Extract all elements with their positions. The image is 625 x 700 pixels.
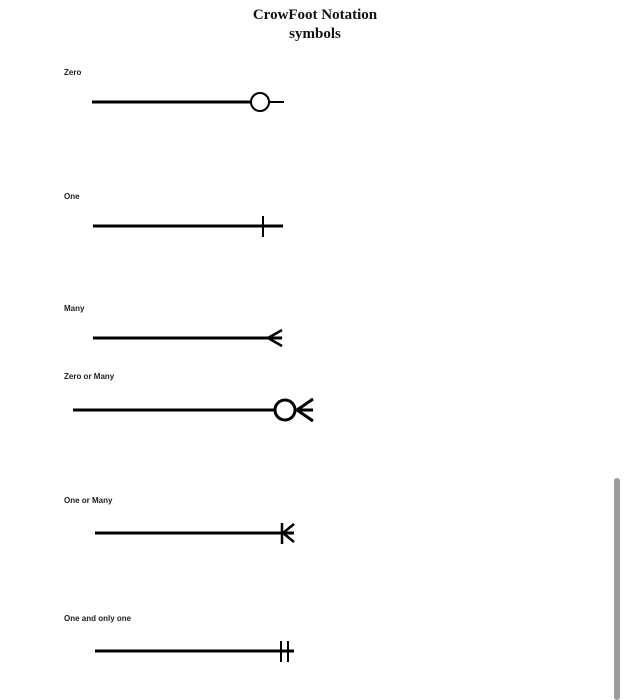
one-and-only-one-symbol <box>95 641 294 662</box>
page-title-line-1: CrowFoot Notation <box>252 7 378 23</box>
symbol-label-zero-or-many: Zero or Many <box>64 372 115 381</box>
one-or-many-symbol <box>95 523 294 544</box>
zero-or-many-circle-mark <box>275 400 295 420</box>
many-symbol <box>93 330 282 346</box>
symbol-label-many: Many <box>64 304 85 313</box>
symbol-label-one-and-only-one: One and only one <box>64 614 132 623</box>
page-title-line-2: symbols <box>289 26 341 42</box>
zero-or-many-symbol <box>73 399 313 421</box>
vertical-scrollbar[interactable] <box>614 478 620 700</box>
zero-symbol <box>92 93 284 111</box>
zero-circle-mark <box>251 93 269 111</box>
symbol-label-one-or-many: One or Many <box>64 496 113 505</box>
one-symbol <box>93 216 283 237</box>
symbol-label-one: One <box>64 192 80 201</box>
symbol-label-zero: Zero <box>64 68 82 77</box>
